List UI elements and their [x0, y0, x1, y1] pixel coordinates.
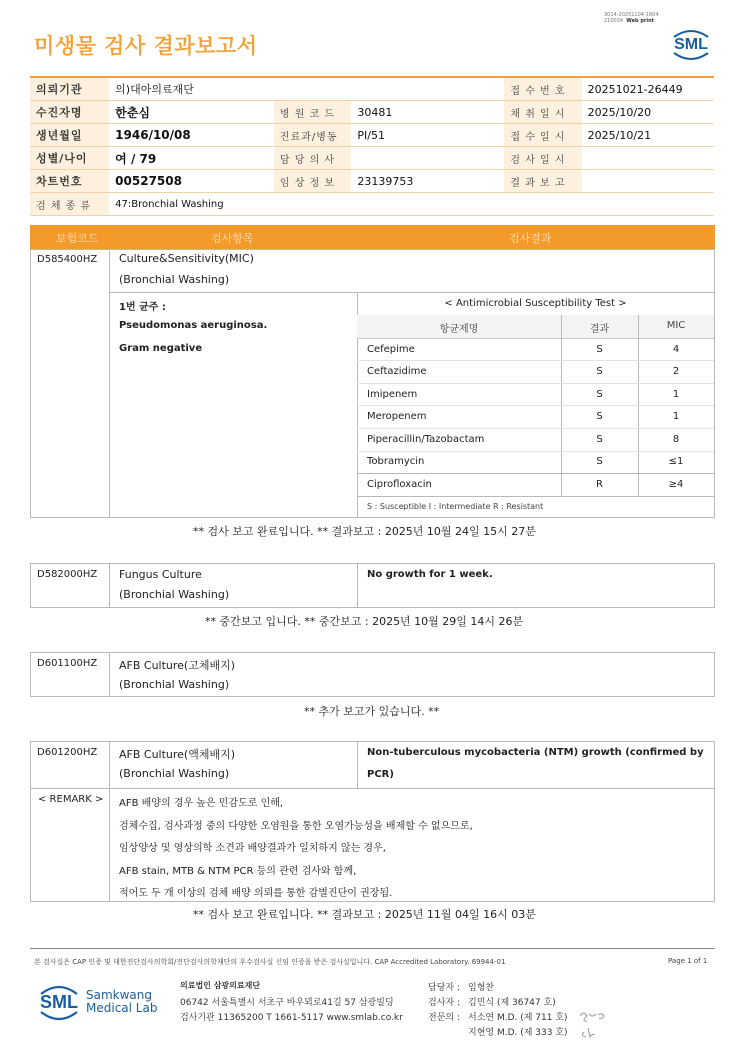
- afb-liquid-name-line1: AFB Culture(액체배지): [119, 748, 236, 761]
- afb-liquid-result-line2: PCR): [367, 769, 394, 780]
- afb-solid-name-line1: AFB Culture(고체배지): [119, 659, 236, 672]
- organism-number: 1번 균주 :: [119, 302, 166, 313]
- dob-label: 생년월일: [30, 124, 109, 147]
- staff-name: 김민식 (제 36747 호): [468, 998, 556, 1008]
- antibiotic-name: Ceftazidime: [367, 366, 427, 377]
- receipt-no-value: 20251021-26449: [582, 77, 714, 101]
- organism-name: Pseudomonas aeruginosa.: [119, 320, 268, 331]
- collect-date-value: 2025/10/20: [582, 101, 714, 124]
- chart-no-value: 00527508: [109, 170, 274, 193]
- remark-line: 임상양상 및 영상의학 소견과 배양결과가 일치하지 않는 경우,: [119, 843, 386, 854]
- header-item: 검사항목: [211, 232, 254, 245]
- sml-logo-text: SML: [674, 36, 708, 53]
- antibiotic-name: Ciprofloxacin: [367, 479, 432, 490]
- doctor-label: 담 당 의 사: [274, 147, 351, 170]
- antibiotic-mic: 4: [672, 344, 680, 355]
- sex-age-value: 여 / 79: [109, 147, 274, 170]
- dept-value: PI/51: [351, 124, 486, 147]
- antibiotic-mic: 1: [672, 411, 680, 422]
- ast-col-mic: MIC: [666, 320, 686, 331]
- patient-info-table: [30, 76, 714, 216]
- dept-label: 진료과/병동: [274, 124, 351, 147]
- antibiotic-mic: 8: [672, 434, 680, 445]
- report-label: 결 과 보 고: [504, 170, 581, 193]
- report-value: [582, 170, 714, 193]
- staff-name: 서소연 M.D. (제 711 호): [468, 1013, 568, 1023]
- antibiotic-result: S: [596, 389, 603, 400]
- fungus-status: ** 중간보고 입니다. ** 중간보고 : 2025년 10월 29일 14시 26분: [205, 615, 524, 628]
- fungus-name-line2: (Bronchial Washing): [119, 588, 230, 601]
- test-date-value: [582, 147, 714, 170]
- antibiotic-name: Imipenem: [367, 389, 418, 400]
- afb-liquid-code: D601200HZ: [37, 747, 98, 758]
- gram-stain: Gram negative: [119, 343, 203, 354]
- web-print-label: Web print: [626, 18, 655, 24]
- chart-no-label: 차트번호: [30, 170, 109, 193]
- receipt-date-value: 2025/10/21: [582, 124, 714, 147]
- clinical-value: 23139753: [351, 170, 486, 193]
- fungus-result: No growth for 1 week.: [367, 569, 493, 580]
- header-code: 보험코드: [56, 232, 99, 245]
- antibiotic-name: Piperacillin/Tazobactam: [367, 434, 485, 445]
- collect-date-label: 채 취 일 시: [504, 101, 581, 124]
- org-name: 의료법인 삼광의료재단: [180, 981, 261, 990]
- receipt-no-label: 접 수 번 호: [504, 77, 581, 101]
- sml-logo-icon: [668, 24, 714, 64]
- culture-status: ** 검사 보고 완료입니다. ** 결과보고 : 2025년 10월 24일 15시 27분: [193, 525, 536, 538]
- staff-name: 지현영 M.D. (제 333 호): [468, 1028, 568, 1038]
- sex-age-label: 성별/나이: [30, 147, 109, 170]
- clinical-label: 임 상 정 보: [274, 170, 351, 193]
- lab-logo-name: [86, 989, 157, 1015]
- antibiotic-result: S: [596, 344, 603, 355]
- culture-name-line1: Culture&Sensitivity(MIC): [119, 252, 254, 265]
- print-code: [604, 12, 659, 24]
- afb-solid-status: ** 추가 보고가 있습니다. **: [304, 705, 440, 718]
- dob-value: 1946/10/08: [109, 124, 274, 147]
- test-date-label: 검 사 일 시: [504, 147, 581, 170]
- accreditation-text: 본 검사실은 CAP 인증 및 대한진단검사의학회/진단검사의학재단의 우수검사실 신임 인증을 받은 검사실입니다. CAP Accredited Laboratory. 69944-01: [34, 958, 506, 966]
- antibiotic-mic: 2: [672, 366, 680, 377]
- afb-liquid-name-line2: (Bronchial Washing): [119, 767, 230, 780]
- org-contact: 검사기관 11365200 T 1661-5117 www.smlab.co.kr: [180, 1013, 403, 1023]
- afb-liquid-status: ** 검사 보고 완료입니다. ** 결과보고 : 2025년 11월 04일 16시 03분: [193, 908, 536, 921]
- doctor-value: [351, 147, 486, 170]
- antibiotic-name: Tobramycin: [367, 456, 425, 467]
- specimen-value: 47:Bronchial Washing: [109, 193, 714, 216]
- org-address: 06742 서울특별시 서초구 바우뫼로41길 57 삼광빌딩: [180, 998, 394, 1008]
- remark-label: < REMARK >: [38, 794, 104, 805]
- antibiotic-mic: 1: [672, 389, 680, 400]
- staff-label: 전문의 :: [428, 1013, 460, 1023]
- fungus-name-line1: Fungus Culture: [119, 568, 202, 581]
- remark-line: AFB 배양의 경우 높은 민감도로 인해,: [119, 798, 284, 809]
- afb-solid-code: D601100HZ: [37, 658, 98, 669]
- remark-line: 검체수집, 검사과정 중의 다양한 오염원을 통한 오염가능성을 배제할 수 없으므로,: [119, 821, 473, 832]
- ast-col-antibiotic: 항균제명: [439, 324, 479, 335]
- print-code-line1: 3014-20251104-1604: [604, 12, 659, 18]
- ast-legend: S : Susceptible I : Intermediate R : Resistant: [367, 502, 544, 511]
- fungus-code: D582000HZ: [37, 569, 98, 580]
- header-result: 검사결과: [509, 232, 552, 245]
- name-value: 한춘심: [109, 101, 274, 124]
- hospital-code-value: 30481: [351, 101, 486, 124]
- remark-line: AFB stain, MTB & NTM PCR 등의 관련 검사와 함께,: [119, 866, 357, 877]
- afb-liquid-result-line1: Non-tuberculous mycobacteria (NTM) growth (confirmed by: [367, 747, 704, 758]
- remark-line: 적어도 두 개 이상의 검체 배양 의뢰를 통한 감별진단이 권장됨.: [119, 888, 393, 899]
- staff-name: 임형찬: [468, 983, 495, 993]
- antibiotic-name: Cefepime: [367, 344, 415, 355]
- sml-footer-logo-icon: [36, 979, 82, 1025]
- antibiotic-result: S: [596, 411, 603, 422]
- page-number: Page 1 of 1: [668, 957, 708, 965]
- antibiotic-name: Meropenem: [367, 411, 427, 422]
- antibiotic-mic: ≤1: [668, 456, 684, 467]
- staff-label: 검사자 :: [428, 998, 460, 1008]
- ast-title: < Antimicrobial Susceptibility Test >: [444, 298, 627, 309]
- specimen-label: 검 체 종 류: [30, 193, 109, 216]
- sml-footer-logo-text: SML: [40, 992, 78, 1012]
- ast-col-result: 결과: [589, 324, 610, 335]
- antibiotic-mic: ≥4: [668, 479, 684, 490]
- report-title: 미생물 검사 결과보고서: [34, 34, 258, 58]
- lab-logo-line2: Medical Lab: [86, 1001, 158, 1015]
- institution-value: 의)대아의료재단: [109, 77, 504, 101]
- culture-code: D585400HZ: [37, 254, 98, 265]
- print-code-line2: 210034: [604, 18, 624, 24]
- afb-solid-name-line2: (Bronchial Washing): [119, 678, 230, 691]
- hospital-code-label: 병 원 코 드: [274, 101, 351, 124]
- antibiotic-result: R: [596, 479, 603, 490]
- institution-label: 의뢰기관: [30, 77, 109, 101]
- staff-label: 담당자 :: [428, 983, 460, 993]
- antibiotic-result: S: [596, 456, 603, 467]
- antibiotic-result: S: [596, 366, 603, 377]
- lab-logo-line1: Samkwang: [86, 988, 152, 1002]
- receipt-date-label: 접 수 일 시: [504, 124, 581, 147]
- results-header: [30, 225, 715, 249]
- signature-icon: [576, 1006, 610, 1040]
- name-label: 수진자명: [30, 101, 109, 124]
- antibiotic-result: S: [596, 434, 603, 445]
- culture-name-line2: (Bronchial Washing): [119, 273, 230, 286]
